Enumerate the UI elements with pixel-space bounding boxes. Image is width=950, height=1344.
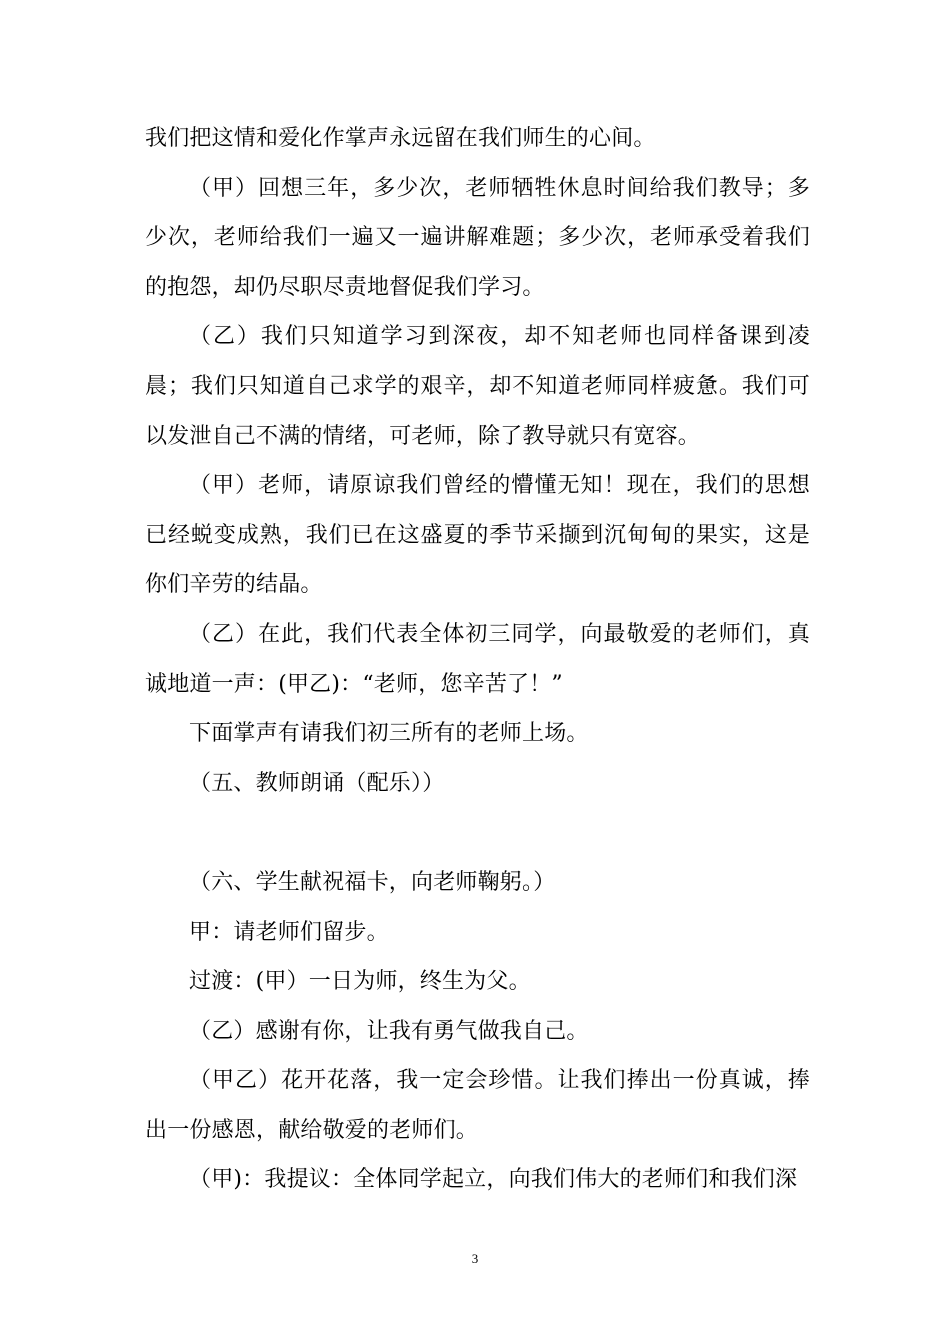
paragraph-yi-thanks: （乙）在此，我们代表全体初三同学，向最敬爱的老师们，真诚地道一声：(甲乙)：“老师，您辛苦了！” <box>145 621 810 697</box>
paragraph-yi-courage: （乙）感谢有你，让我有勇气做我自己。 <box>189 1018 589 1044</box>
paragraph-transition: 过渡：(甲）一日为师，终生为父。 <box>189 969 531 995</box>
paragraph-jia-proposal: （甲)：我提议：全体同学起立，向我们伟大的老师们和我们深 <box>189 1167 798 1193</box>
paragraph-jiayi-cherish: （甲乙）花开花落，我一定会珍惜。让我们捧出一份真诚，捧出一份感恩，献给敬爱的老师们。 <box>145 1068 810 1143</box>
paragraph-section-five: （五、教师朗诵（配乐）） <box>189 770 445 796</box>
paragraph-jia-stay: 甲：请老师们留步。 <box>189 919 389 945</box>
paragraph-section-six: （六、学生献祝福卡，向老师鞠躬。） <box>189 869 556 895</box>
page-number: 3 <box>471 1251 479 1266</box>
paragraph-yi-late-night: （乙）我们只知道学习到深夜，却不知老师也同样备课到凌晨；我们只知道自己求学的艰辛，却不知道老师同样疲惫。我们可以发泄自己不满的情绪，可老师，除了教导就只有宽容。 <box>145 324 810 449</box>
paragraph-invite-teachers: 下面掌声有请我们初三所有的老师上场。 <box>189 721 589 747</box>
paragraph-continuation: 我们把这情和爱化作掌声永远留在我们师生的心间。 <box>145 126 656 151</box>
blank-line <box>145 808 810 858</box>
body-text <box>145 114 810 1205</box>
paragraph-jia-forgive: （甲）老师，请原谅我们曾经的懵懂无知！现在，我们的思想已经蜕变成熟，我们已在这盛夏的季节采撷到沉甸甸的果实，这是你们辛劳的结晶。 <box>145 473 810 598</box>
paragraph-jia-recall: （甲）回想三年，多少次，老师牺牲休息时间给我们教导；多少次，老师给我们一遍又一遍讲解难题；多少次，老师承受着我们的抱怨，却仍尽职尽责地督促我们学习。 <box>145 175 810 300</box>
